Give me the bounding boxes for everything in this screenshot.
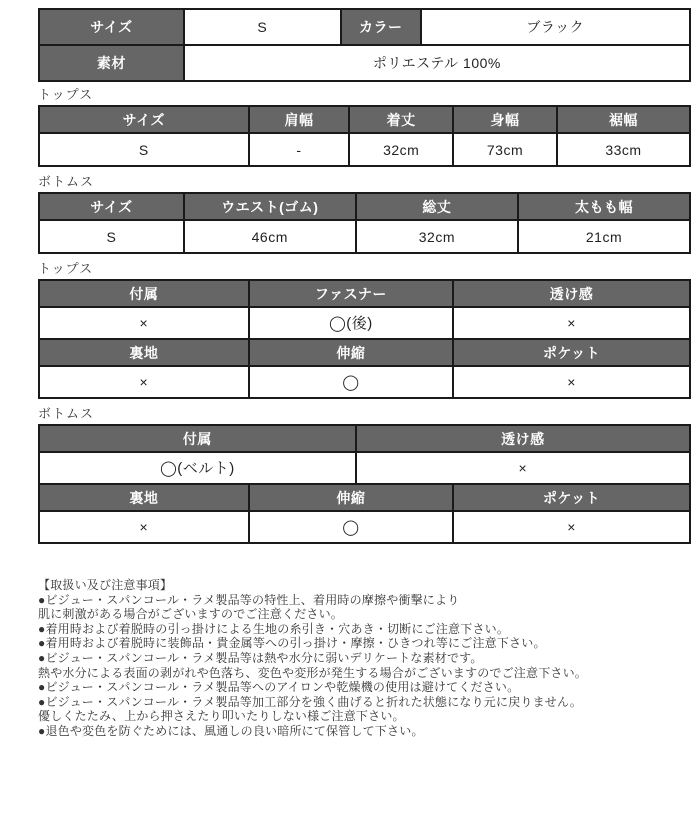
spec-content xyxy=(38,8,691,739)
summary-table xyxy=(38,8,691,82)
color-value-cell: ブラック xyxy=(420,10,689,44)
tops-size-header-length: 着丈 xyxy=(348,107,452,132)
bottoms-header-accessory: 付属 xyxy=(40,426,355,451)
bottoms-header-pocket: ポケット xyxy=(452,485,689,510)
tops-size-value-row xyxy=(40,132,689,165)
bottoms-size-value-thigh: 21cm xyxy=(517,221,689,252)
care-note-line-4: ●着用時および着脱時に装飾品・貴金属等への引っ掛け・摩擦・ひきつれ等にご注意下さい。 xyxy=(38,636,546,651)
tops-size-value-length: 32cm xyxy=(348,134,452,165)
tops-size-value-hem: 33cm xyxy=(556,134,689,165)
care-note-line-3: ●着用時および着脱時の引っ掛けによる生地の糸引き・穴あき・切断にご注意下さい。 xyxy=(38,621,510,636)
tops-value-stretch: ◯ xyxy=(248,367,452,397)
bottoms-features-table xyxy=(38,424,691,544)
tops-features-value-row-2 xyxy=(40,365,689,397)
care-notes-block xyxy=(38,578,691,739)
care-note-line-6: 熱や水分による表面の剥がれや色落ち、変色や変形が発生する場合がございますのでご注意下さい。 xyxy=(38,665,588,680)
tops-header-zipper: ファスナー xyxy=(248,281,452,306)
bottoms-features-header-row-2 xyxy=(40,483,689,510)
summary-material-row xyxy=(40,44,689,80)
bottoms-value-accessory: ◯(ベルト) xyxy=(40,453,355,483)
tops-header-sheerness: 透け感 xyxy=(452,281,689,306)
tops-size-header-shoulder: 肩幅 xyxy=(248,107,349,132)
material-value-cell: ポリエステル 100% xyxy=(183,46,689,80)
tops-features-header-row-1 xyxy=(40,281,689,306)
bottoms-value-pocket: × xyxy=(452,512,689,542)
care-note-line-1: ●ビジュー・スパンコール・ラメ製品等の特性上、着用時の摩擦や衝撃により xyxy=(38,592,460,607)
care-note-line-8: ●ビジュー・スパンコール・ラメ製品等加工部分を強く曲げると折れた状態になり元に戻りません。 xyxy=(38,694,583,709)
bottoms-size-value-row xyxy=(40,219,689,252)
bottoms-features-value-row-1 xyxy=(40,451,689,483)
bottoms-size-table xyxy=(38,192,691,254)
care-note-line-2: 肌に刺激がある場合がございますのでご注意ください。 xyxy=(38,607,344,622)
care-note-line-7: ●ビジュー・スパンコール・ラメ製品等へのアイロンや乾燥機の使用は避けてください。 xyxy=(38,680,520,695)
tops-value-lining: × xyxy=(40,367,248,397)
tops-size-table xyxy=(38,105,691,167)
tops-header-lining: 裏地 xyxy=(40,340,248,365)
tops-size-header-width: 身幅 xyxy=(452,107,556,132)
bottoms-size-section-label: ボトムス xyxy=(38,174,95,189)
bottoms-size-header-length: 総丈 xyxy=(355,194,517,219)
bottoms-features-value-row-2 xyxy=(40,510,689,542)
bottoms-features-header-row-1 xyxy=(40,426,689,451)
tops-features-header-row-2 xyxy=(40,338,689,365)
tops-size-header-row xyxy=(40,107,689,132)
color-header-cell: カラー xyxy=(340,10,420,44)
bottoms-size-header-waist: ウエスト(ゴム) xyxy=(183,194,355,219)
care-note-line-10: ●退色や変色を防ぐためには、風通しの良い暗所にて保管して下さい。 xyxy=(38,723,424,738)
material-header-cell: 素材 xyxy=(40,46,183,80)
care-note-line-9: 優しくたたみ、上から押さえたり叩いたりしない様ご注意下さい。 xyxy=(38,709,405,724)
bottoms-value-stretch: ◯ xyxy=(248,512,452,542)
tops-header-stretch: 伸縮 xyxy=(248,340,452,365)
bottoms-size-value-length: 32cm xyxy=(355,221,517,252)
bottoms-header-stretch: 伸縮 xyxy=(248,485,452,510)
bottoms-size-value-waist: 46cm xyxy=(183,221,355,252)
bottoms-size-header-thigh: 太もも幅 xyxy=(517,194,689,219)
tops-features-section-label: トップス xyxy=(38,261,94,276)
bottoms-header-lining: 裏地 xyxy=(40,485,248,510)
tops-size-header-size: サイズ xyxy=(40,107,248,132)
size-header-cell: サイズ xyxy=(40,10,183,44)
bottoms-value-lining: × xyxy=(40,512,248,542)
tops-size-value-width: 73cm xyxy=(452,134,556,165)
bottoms-size-header-row xyxy=(40,194,689,219)
tops-features-value-row-1 xyxy=(40,306,689,338)
size-value-cell: S xyxy=(183,10,340,44)
bottoms-size-header-size: サイズ xyxy=(40,194,183,219)
bottoms-size-value-size: S xyxy=(40,221,183,252)
tops-value-accessory: × xyxy=(40,308,248,338)
care-note-line-5: ●ビジュー・スパンコール・ラメ製品等は熱や水分に弱いデリケートな素材です。 xyxy=(38,650,483,665)
bottoms-features-section-label: ボトムス xyxy=(38,406,95,421)
summary-size-color-row xyxy=(40,10,689,44)
care-notes-title: 【取扱い及び注意事項】 xyxy=(38,578,173,592)
tops-value-sheerness: × xyxy=(452,308,689,338)
tops-size-header-hem: 裾幅 xyxy=(556,107,689,132)
bottoms-value-sheerness: × xyxy=(355,453,689,483)
tops-value-zipper: ◯(後) xyxy=(248,308,452,338)
bottoms-header-sheerness: 透け感 xyxy=(355,426,689,451)
tops-size-value-size: S xyxy=(40,134,248,165)
tops-header-accessory: 付属 xyxy=(40,281,248,306)
tops-header-pocket: ポケット xyxy=(452,340,689,365)
tops-size-section-label: トップス xyxy=(38,87,94,102)
tops-size-value-shoulder: - xyxy=(248,134,349,165)
tops-features-table xyxy=(38,279,691,399)
tops-value-pocket: × xyxy=(452,367,689,397)
